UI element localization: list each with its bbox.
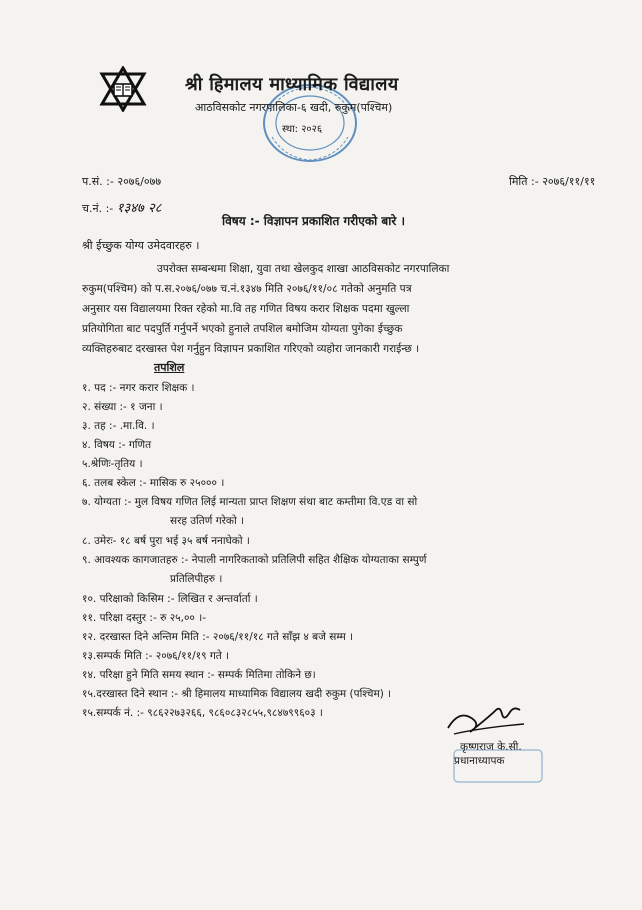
detail-item: १. पद :- नगर करार शिक्षक । — [82, 382, 195, 394]
body-line: उपरोक्त सम्बन्धमा शिक्षा, युवा तथा खेलकुद शाखा आठविसकोट नगरपालिका — [157, 263, 450, 275]
detail-item-continuation: प्रतिलिपीहरु । — [170, 573, 223, 585]
salutation: श्री ईच्छुक योग्य उमेदवारहरु । — [82, 239, 200, 252]
body-line: व्यक्तिहरुबाट दरखास्त पेश गर्नुहुन विज्ञापन प्रकाशित गरिएको व्यहोरा जानकारी गराईन्छ । — [82, 343, 420, 355]
detail-item: ८. उमेरः- १८ बर्ष पुरा भई ३५ बर्ष ननाघेको । — [82, 535, 250, 547]
reference-number: प.सं. :- २०७६/०७७ — [82, 175, 162, 188]
detail-item: १५.सम्पर्क नं. :- ९८६२२७३२६६, ९८६०८३२८५५,९८४७९९६०३ । — [82, 707, 323, 719]
detail-item: ७. योग्यता :- मुल विषय गणित लिई मान्यता प्राप्त शिक्षण संथा बाट कम्तीमा वि.एड वा सो — [82, 496, 418, 508]
detail-item: ६. तलब स्केल :- मासिक रु २५००० । — [82, 477, 225, 489]
detail-item: १२. दरखास्त दिने अन्तिम मिति :- २०७६/११/१८ गते साँझ ४ बजे सम्म । — [82, 631, 354, 643]
detail-item: १५.दरखास्त दिने स्थान :- श्री हिमालय माध्यामिक विद्यालय खदी रुकुम (पश्चिम) । — [82, 688, 392, 700]
dispatch-number-row — [82, 198, 161, 216]
detail-item: ३. तह :- .मा.वि. । — [82, 420, 155, 432]
signature-icon — [440, 698, 530, 740]
signatory-title: प्रधानाध्यापक — [454, 755, 505, 767]
detail-item-continuation: सरह उतिर्ण गरेको । — [170, 515, 244, 527]
signatory-name: कृष्णराज के.सी. — [460, 741, 522, 753]
body-line: प्रतियोगिता बाट पदपुर्ति गर्नुपर्ने भएको हुनाले तपशिल बमोजिम योग्यता पुगेका ईच्छुक — [82, 323, 403, 335]
details-title: तपशिल — [154, 361, 185, 374]
detail-item: १४. परिक्षा हुने मिति समय स्थान :- सम्पर्क मितिमा तोकिने छ। — [82, 669, 316, 681]
body-line: अनुसार यस विद्यालयमा रिक्त रहेको मा.वि तह गणित विषय करार शिक्षक पदमा खुल्ला — [82, 303, 410, 315]
detail-item: ४. विषय :- गणित — [82, 439, 152, 451]
dispatch-label: च.नं. :- — [82, 202, 114, 215]
established-year: स्था: २०२६ — [282, 124, 323, 135]
detail-item: १०. परिक्षाको किसिम :- लिखित र अन्तर्वार्ता । — [82, 593, 258, 605]
school-address: आठविसकोट नगरपालिका-६ खदी, रुकुम(पश्चिम) — [195, 101, 393, 114]
body-line: रुकुम(पश्चिम) को प.स.२०७६/०७७ च.नं.१३४७ मिति २०७६/११/०८ गतेको अनुमति पत्र — [82, 283, 412, 295]
detail-item: ११. परिक्षा दस्तुर :- रु २५,०० ।- — [82, 612, 207, 624]
school-name: श्री हिमालय माध्यामिक विद्यालय — [185, 74, 399, 95]
detail-item: २. संख्या :- १ जना । — [82, 401, 163, 413]
detail-item: ९. आवश्यक कागजातहरु :- नेपाली नागरिकताको प्रतिलिपी सहित शैक्षिक योग्यताका सम्पुर्ण — [82, 554, 427, 566]
detail-item: ५.श्रेणिः-तृतिय । — [82, 458, 143, 470]
subject-line: विषय :- विज्ञापन प्रकाशित गरीएको बारे । — [222, 214, 405, 228]
detail-item: १३.सम्पर्क मिति :- २०७६/११/१९ गते । — [82, 650, 230, 662]
dispatch-number-handwritten: १३४७ २८ — [116, 201, 162, 216]
letter-date: मिति :- २०७६/११/११ — [509, 175, 596, 188]
school-logo-icon — [98, 66, 148, 112]
